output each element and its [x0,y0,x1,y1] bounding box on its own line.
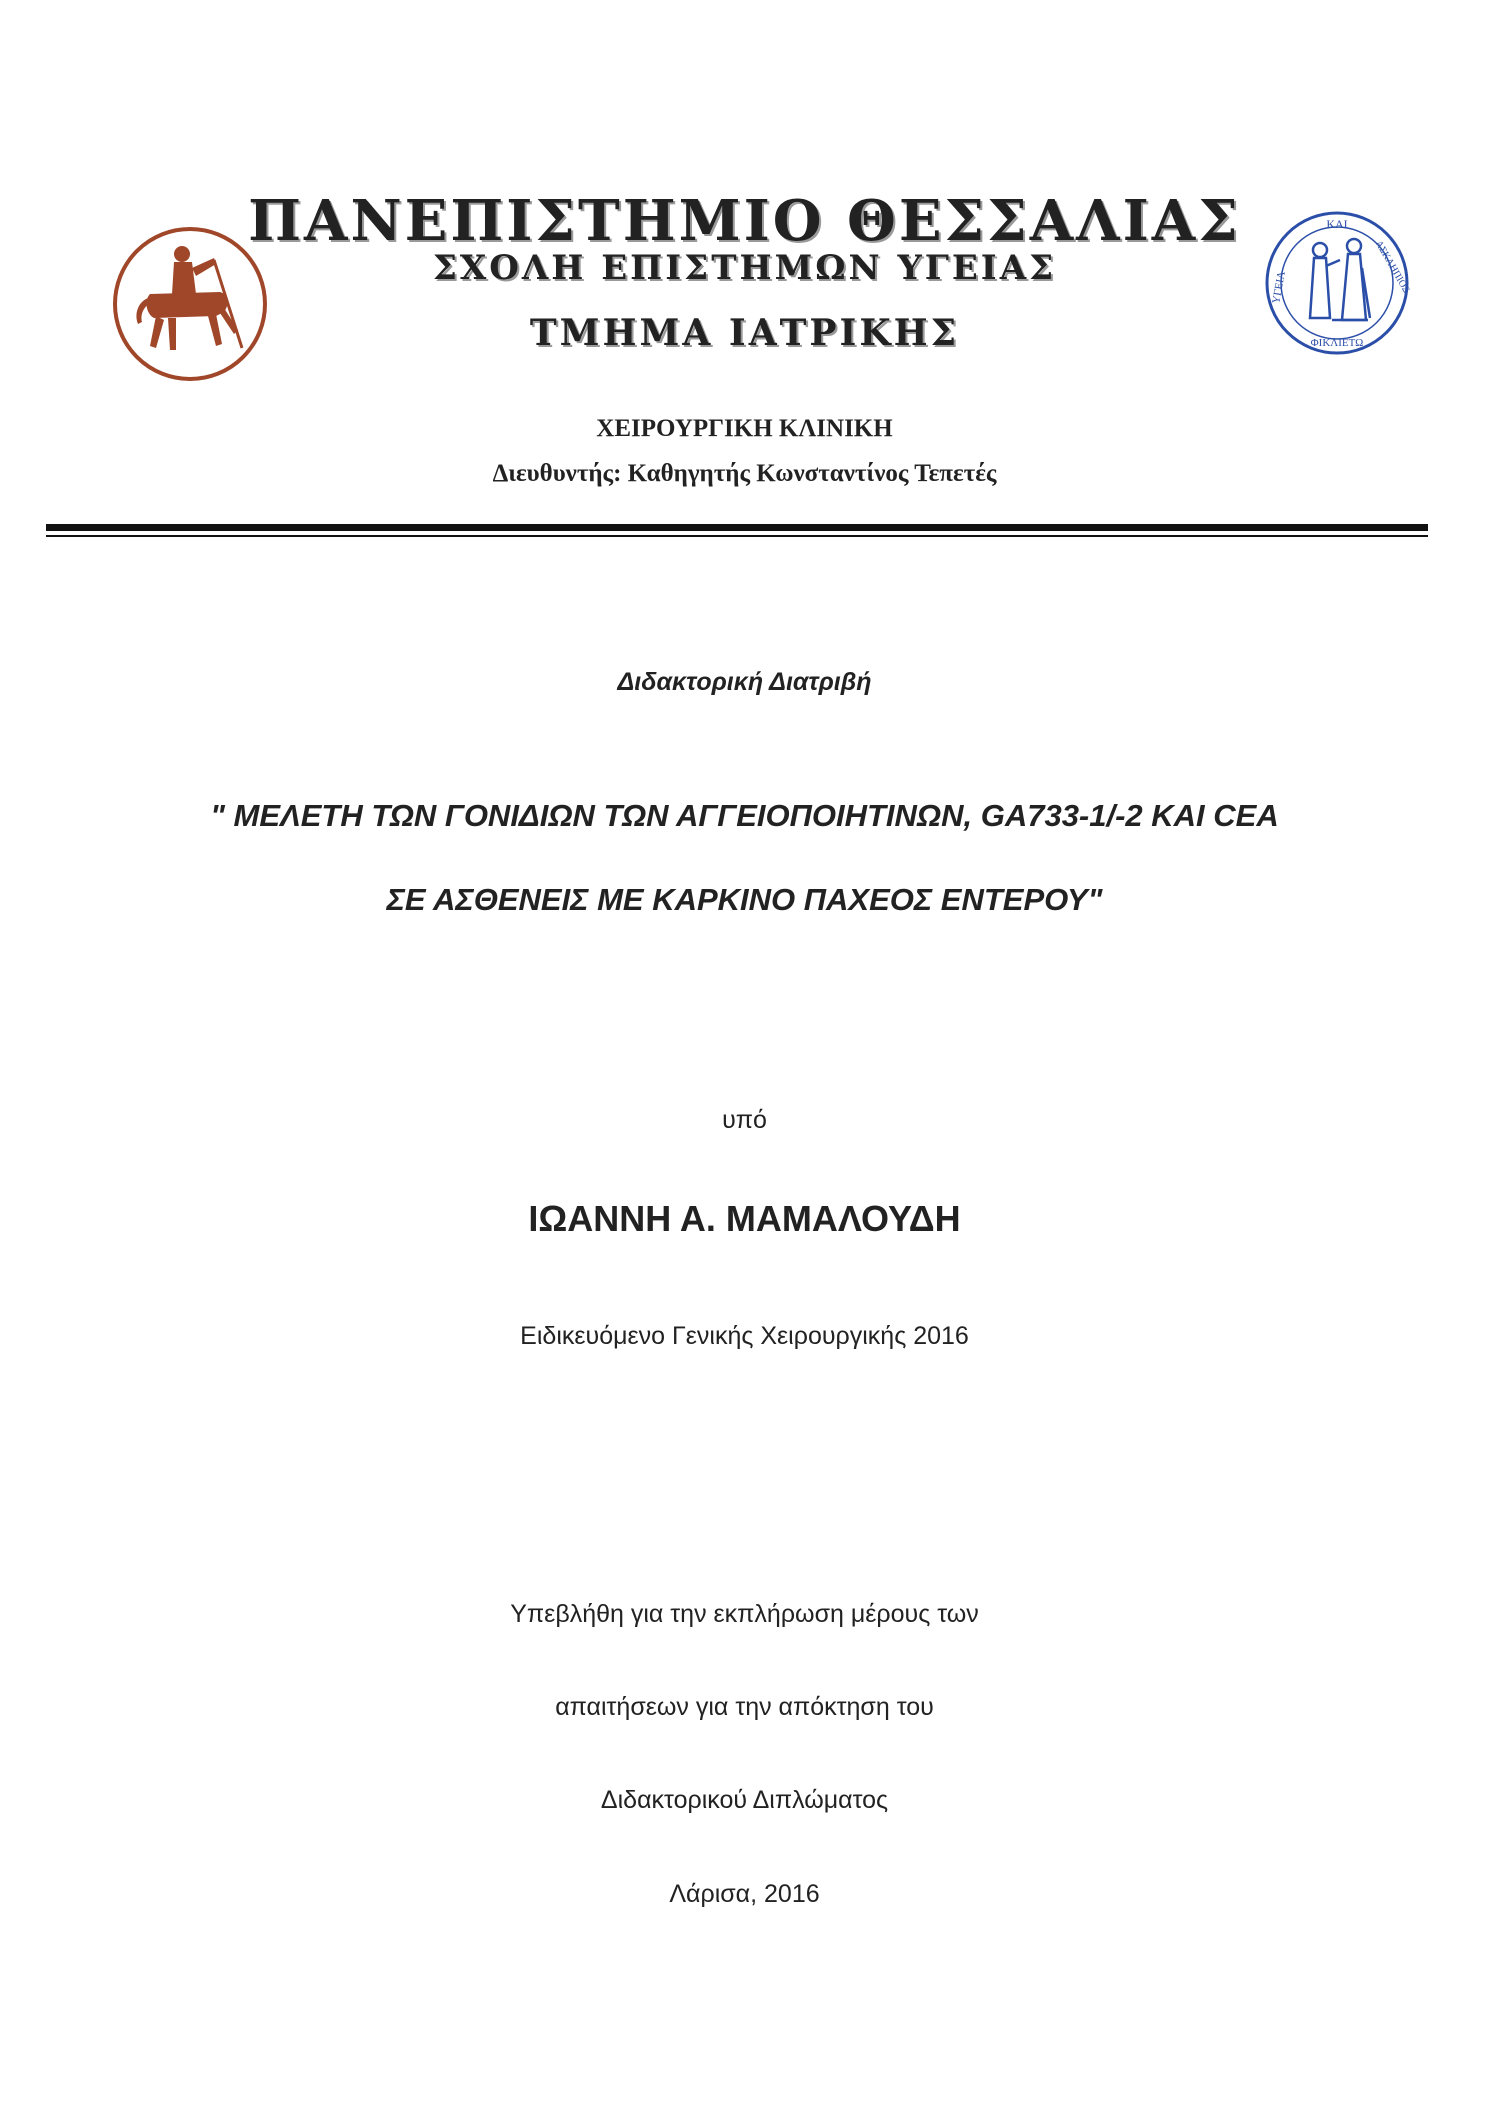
place-date: Λάρισα, 2016 [669,1880,820,1908]
director-line: Διευθυντής: Καθηγητής Κωνσταντίνος Τεπετές [492,460,997,487]
school-name: ΣΧΟΛΗ ΕΠΙΣΤΗΜΩΝ ΥΓΕΙΑΣ [432,248,1057,288]
thesis-title-line-2: ΣΕ ΑΣΘΕΝΕΙΣ ΜΕ ΚΑΡΚΙΝΟ ΠΑΧΕΟΣ ΕΝΤΕΡΟΥ" [386,882,1103,917]
seal-text-top: ΚΑΙ [1326,217,1348,231]
header-divider-thin [46,535,1428,537]
department-name: ΤΜΗΜΑ ΙΑΤΡΙΚΗΣ [529,312,960,354]
seal-text-left: ΥΓΕΙΑ [1270,270,1288,305]
author-name: ΙΩΑΝΝΗ Α. ΜΑΜΑΛΟΥΔΗ [528,1198,961,1239]
submission-line-1: Υπεβλήθη για την εκπλήρωση μέρους των [510,1600,979,1628]
author-specialty: Ειδικευόμενο Γενικής Χειρουργικής 2016 [520,1322,969,1350]
submission-line-3: Διδακτορικού Διπλώματος [600,1786,889,1814]
seal-text-right: ΑΣΚΛΗΠΙΟΣ [1372,238,1412,295]
thesis-type: Διδακτορική Διατριβή [617,668,872,696]
seal-text-bottom: ΦΙΚΛΙΕΤΩ [1310,337,1364,349]
by-label: υπό [722,1106,767,1134]
university-name: ΠΑΝΕΠΙΣΤΗΜΙΟ ΘΕΣΣΑΛΙΑΣ [248,188,1241,254]
thesis-title-line-1: " ΜΕΛΕΤΗ ΤΩΝ ΓΟΝΙΔΙΩΝ ΤΩΝ ΑΓΓΕΙΟΠΟΙΗΤΙΝΩΝ, GA733-1/-2 ΚΑΙ CEA [210,798,1279,833]
header-divider-thick [46,524,1428,531]
clinic-name: ΧΕΙΡΟΥΡΓΙΚΗ ΚΛΙΝΙΚΗ [596,415,893,442]
submission-line-2: απαιτήσεων για την απόκτηση του [555,1693,934,1721]
